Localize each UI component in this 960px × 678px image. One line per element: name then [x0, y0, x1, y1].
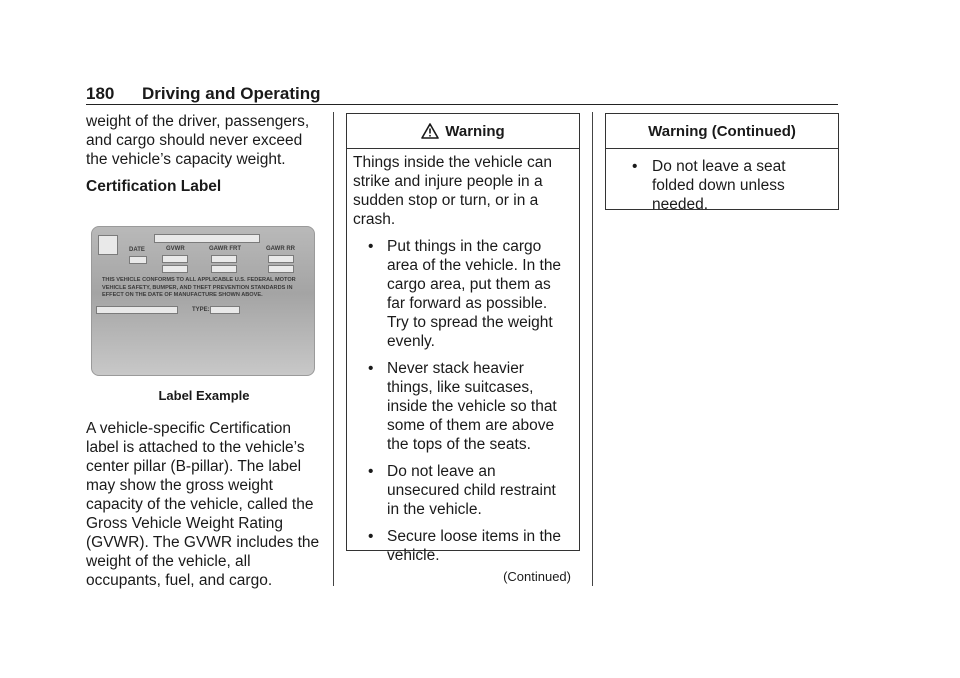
column-divider-2	[592, 112, 593, 586]
list-item-text: Put things in the cargo area of the vehicle. In the cargo area, put them as far forward as possible. Try to spread the weight evenly.	[387, 238, 562, 350]
certification-label-heading: Certification Label	[86, 178, 222, 195]
column-divider-1	[333, 112, 334, 586]
label-field-type: TYPE:	[192, 307, 210, 313]
header-rule	[86, 104, 838, 105]
label-logo-box	[98, 235, 118, 255]
warning-bullet-list	[353, 237, 571, 565]
certification-paragraph: A vehicle-specific Certification label is attached to the vehicle’s center pillar (B-pillar). The label may show the gross weight capacity of the vehicle, called the Gross Vehicle Weight Rating (GVWR). The GVWR includes the weight of the vehicle, all occupants, fuel, and cargo.	[86, 420, 320, 589]
label-vin-field	[96, 306, 178, 314]
warning-continued-title: Warning (Continued)	[648, 122, 796, 140]
page-number: 180	[86, 84, 115, 103]
label-gvwr-box-1	[162, 255, 188, 263]
warning-title: Warning	[445, 122, 505, 140]
label-type-field	[210, 306, 240, 314]
warning-continued-header	[606, 114, 838, 149]
bullet-glyph: •	[368, 360, 374, 377]
label-name-field	[154, 234, 260, 243]
label-field-gvwr: GVWR	[166, 246, 185, 252]
certification-label-illustration	[91, 226, 315, 376]
warning-icon	[421, 123, 439, 139]
continued-note: (Continued)	[503, 569, 571, 584]
label-gvwr-box-2	[162, 265, 188, 273]
warning-continued-list	[612, 157, 830, 214]
column-1	[86, 112, 322, 590]
warning-intro: Things inside the vehicle can strike and injure people in a sudden stop or turn, or in a crash.	[353, 154, 553, 228]
bullet-glyph: •	[368, 463, 374, 480]
list-item	[353, 462, 571, 519]
bullet-glyph: •	[632, 158, 638, 175]
label-gawr-frt-box-2	[211, 265, 237, 273]
warning-box	[346, 113, 580, 584]
label-field-date: DATE	[129, 247, 145, 253]
warning-continued-box	[605, 113, 839, 213]
page-header	[86, 84, 321, 104]
label-gawr-frt-box-1	[211, 255, 237, 263]
label-field-gawr-rr: GAWR RR	[266, 246, 295, 252]
list-item	[353, 237, 571, 351]
list-item-text: Do not leave an unsecured child restraint in the vehicle.	[387, 463, 556, 518]
label-field-gawr-frt: GAWR FRT	[209, 246, 241, 252]
label-gawr-rr-box-1	[268, 255, 294, 263]
list-item-text: Do not leave a seat folded down unless needed.	[652, 158, 786, 213]
list-item-text: Never stack heavier things, like suitcases, inside the vehicle so that some of them are above the tops of the seats.	[387, 360, 557, 453]
list-item-text: Secure loose items in the vehicle.	[387, 528, 562, 564]
label-date-field	[129, 256, 147, 264]
label-caption: Label Example	[158, 388, 250, 403]
intro-text: weight of the driver, passengers, and cargo should never exceed the vehicle’s capacity weight.	[86, 113, 310, 168]
list-item	[353, 527, 571, 565]
label-statement: THIS VEHICLE CONFORMS TO ALL APPLICABLE U.S. FEDERAL MOTOR VEHICLE SAFETY, BUMPER, AND THEFT PREVENTION STANDARDS IN EFFECT ON THE DATE OF MANUFACTURE SHOWN ABOVE.	[102, 277, 296, 298]
bullet-glyph: •	[368, 238, 374, 255]
list-item	[353, 359, 571, 454]
label-gawr-rr-box-2	[268, 265, 294, 273]
bullet-glyph: •	[368, 528, 374, 545]
warning-header	[347, 114, 579, 149]
list-item	[612, 157, 830, 214]
section-title: Driving and Operating	[142, 84, 321, 103]
